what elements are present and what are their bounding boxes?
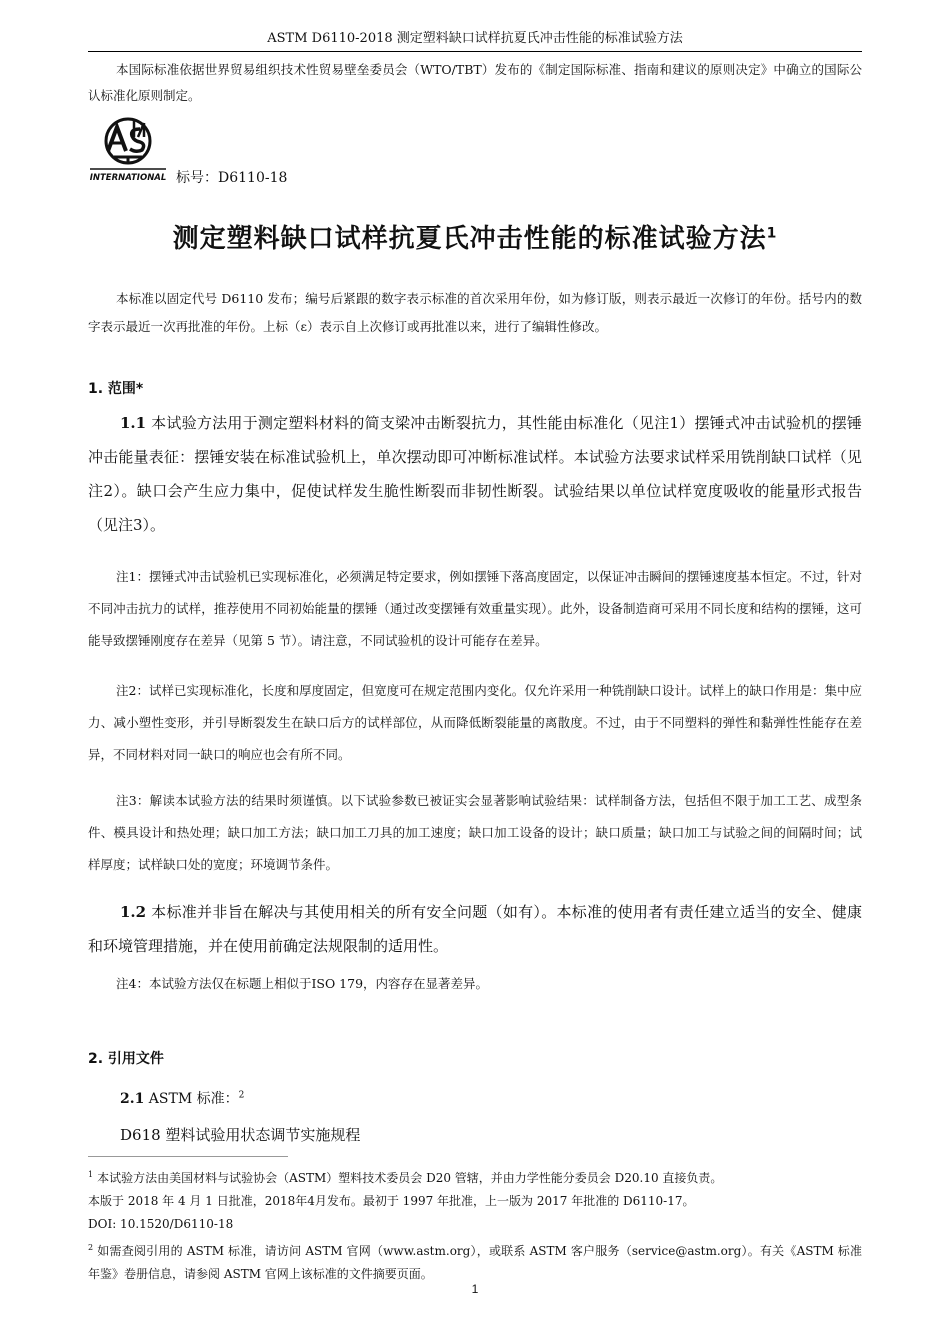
standard-intro: 本标准以固定代号 D6110 发布；编号后紧跟的数字表示标准的首次采用年份，如为修订版，则表示最近一次修订的年份。括号内的数字表示最近一次再批准的年份。上标（ε）表示自上次修订或再批准以来，进行了编辑性修改。 — [88, 291, 862, 334]
clause-1-2 — [88, 895, 862, 963]
footnote-ref-2[interactable]: 2 — [238, 1090, 245, 1101]
note-1: 注1：摆锤式冲击试验机已实现标准化，必须满足特定要求，例如摆锤下落高度固定，以保证冲击瞬间的摆锤速度基本恒定。不过，针对不同冲击抗力的试样，推荐使用不同初始能量的摆锤（通过改变摆锤有效重量实现）。此外，设备制造商可采用不同长度和结构的摆锤，这可能导致摆锤刚度存在差异（见第 5 节）。请注意，不同试验机的设计可能存在差异。 — [88, 569, 862, 648]
clause-text: 本标准并非旨在解决与其使用相关的所有安全问题（如有）。本标准的使用者有责任建立适当的安全、健康和环境管理措施，并在使用前确定法规限制的适用性。 — [88, 903, 862, 955]
note-3: 注3：解读本试验方法的结果时须谨慎。以下试验参数已被证实会显著影响试验结果：试样制备方法，包括但不限于加工工艺、成型条件、模具设计和热处理；缺口加工方法；缺口加工刀具的加工速度；缺口加工设备的设计；缺口质量；缺口加工与试验之间的间隔时间；试样厚度；试样缺口处的宽度；环境调节条件。 — [88, 793, 862, 872]
footnote-1 — [88, 1163, 862, 1190]
clause-2-1 — [120, 1088, 244, 1108]
logo-international-text: INTERNATIONAL — [90, 173, 166, 183]
clause-text: 本试验方法用于测定塑料材料的简支梁冲击断裂抗力，其性能由标准化（见注1）摆锤式冲击试验机的摆锤冲击能量表征：摆锤安装在标准试验机上，单次摆动即可冲断标准试样。本试验方法要求试样采用铣削缺口试样（见注2）。缺口会产生应力集中，促使试样发生脆性断裂而非韧性断裂。试验结果以单位试样宽度吸收的能量形式报告（见注3）。 — [88, 414, 862, 534]
astm-international-logo — [90, 117, 166, 183]
clause-number: 1.2 — [120, 903, 147, 921]
clause-number: 1.1 — [120, 414, 147, 432]
footnote-2-text: 如需查阅引用的 ASTM 标准，请访问 ASTM 官网（www.astm.org），或联系 ASTM 客户服务（service@astm.org）。有关《ASTM 标准年鉴》卷册信息，请参阅 ASTM 官网上该标准的文件摘要页面。 — [88, 1244, 862, 1281]
note-4: 注4：本试验方法仅在标题上相似于ISO 179，内容存在显著差异。 — [116, 976, 489, 991]
footnote-2 — [88, 1236, 862, 1286]
running-header: ASTM D6110-2018 测定塑料缺口试样抗夏氏冲击性能的标准试验方法 — [267, 31, 683, 46]
document-title — [88, 218, 862, 255]
header-rule — [88, 51, 862, 52]
footnote-rule — [88, 1156, 288, 1157]
astm-logo-graphic — [90, 117, 166, 183]
footnotes — [88, 1163, 862, 1286]
preamble-paragraph: 本国际标准依据世界贸易组织技术性贸易壁垒委员会（WTO/TBT）发布的《制定国际标准、指南和建议的原则决定》中确立的国际公认标准化原则制定。 — [88, 62, 862, 103]
designation: 标号：D6110-18 — [176, 170, 288, 186]
title-footnote-ref[interactable]: 1 — [766, 225, 778, 242]
title-text: 测定塑料缺口试样抗夏氏冲击性能的标准试验方法 — [172, 224, 767, 254]
clause-1-1 — [88, 406, 862, 542]
footnote-1-mark: 1 — [88, 1170, 94, 1179]
section-2-heading: 2. 引用文件 — [88, 1051, 164, 1067]
footnote-1-text: 本试验方法由美国材料与试验协会（ASTM）塑料技术委员会 D20 管辖，并由力学性能分委员会 D20.10 直接负责。 — [97, 1171, 723, 1185]
clause-text: ASTM 标准： — [144, 1091, 239, 1107]
footnote-1-edition: 本版于 2018 年 4 月 1 日批准，2018年4月发布。最初于 1997 年批准，上一版为 2017 年批准的 D6110-17。 — [88, 1194, 695, 1208]
clause-number: 2.1 — [120, 1091, 145, 1107]
footnote-2-mark: 2 — [88, 1243, 94, 1252]
footnote-1-doi[interactable]: DOI: 10.1520/D6110-18 — [88, 1217, 234, 1231]
section-1-heading: 1. 范围* — [88, 381, 144, 397]
note-2: 注2：试样已实现标准化，长度和厚度固定，但宽度可在规定范围内变化。仅允许采用一种铣削缺口设计。试样上的缺口作用是：集中应力、减小塑性变形，并引导断裂发生在缺口后方的试样部位，从而降低断裂能量的离散度。不过，由于不同塑料的弹性和黏弹性性能存在差异，不同材料对同一缺口的响应也会有所不同。 — [88, 683, 862, 762]
reference-d618[interactable]: D618 塑料试验用状态调节实施规程 — [120, 1126, 361, 1144]
page-number: 1 — [471, 1282, 479, 1296]
